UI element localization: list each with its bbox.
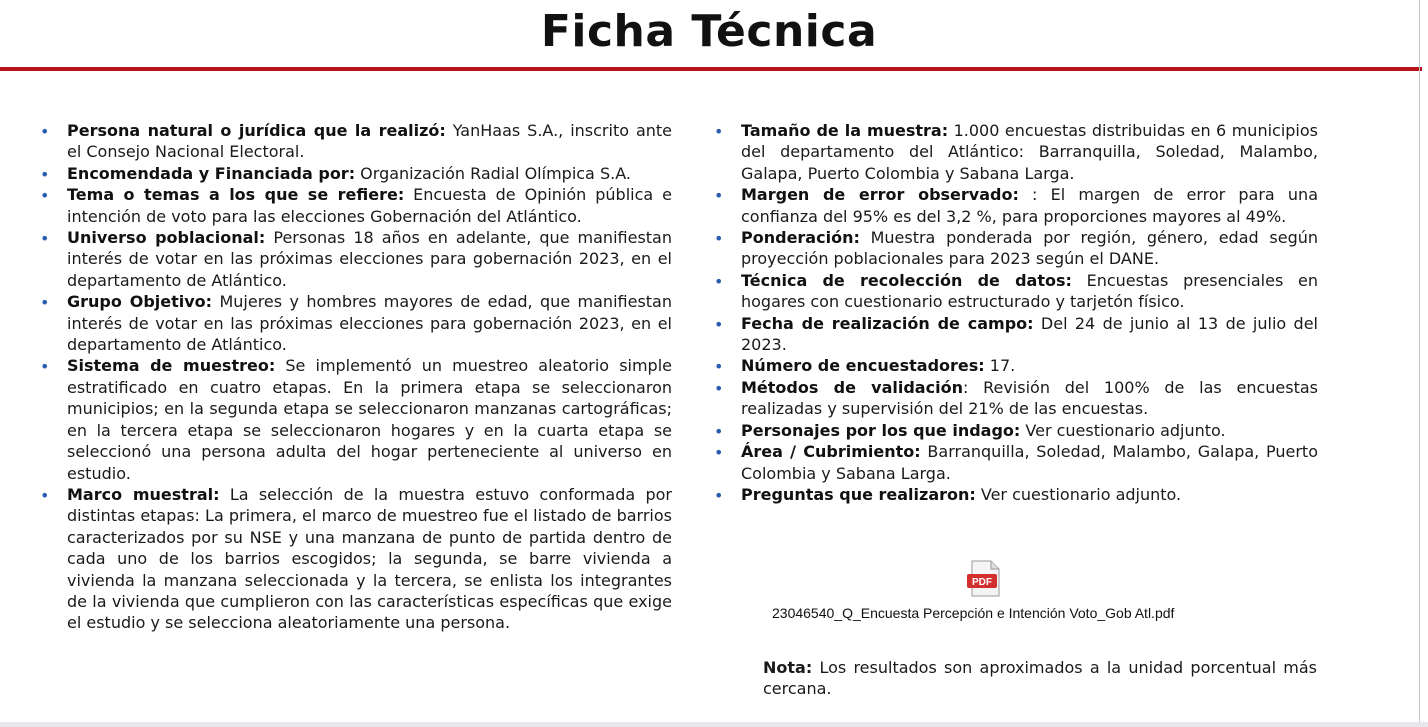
list-item	[714, 484, 1318, 505]
list-item	[714, 227, 1318, 270]
item-text: : Revisión del 100% de las encuestas realizadas y supervisión del 21% de las encuestas.	[741, 377, 1318, 419]
item-text: Barranquilla, Soledad, Malambo, Galapa, Puerto Colombia y Sabana Larga.	[741, 442, 1318, 483]
item-label: Área / Cubrimiento:	[741, 442, 921, 462]
list-item	[714, 270, 1318, 313]
item-label: Preguntas que realizaron:	[741, 484, 976, 504]
item-label: Número de encuestadores:	[741, 356, 985, 376]
item-text: Encuesta de Opinión pública e intención de voto para las elecciones Gobernación del Atlántico.	[67, 185, 673, 226]
list-item	[714, 441, 1318, 484]
page-title: Ficha Técnica	[540, 6, 878, 57]
list-item	[40, 184, 672, 227]
item-text: Mujeres y hombres mayores de edad, que manifiestan interés de votar en las próximas elecciones para gobernación 2023, en el departamento de Atlántico.	[67, 292, 672, 355]
list-item	[714, 420, 1318, 441]
item-label: Sistema de muestreo:	[67, 356, 276, 376]
item-text: Ver cuestionario adjunto.	[1020, 420, 1226, 440]
list-item	[714, 184, 1318, 227]
list-item	[40, 120, 672, 163]
right-bullet-list	[714, 120, 1318, 505]
bullet-icon: •	[714, 443, 724, 463]
list-item	[40, 484, 672, 634]
list-item	[40, 163, 672, 184]
item-text: Encuestas presenciales en hogares con cuestionario estructurado y tarjetón físico.	[741, 270, 1318, 312]
item-text: Ver cuestionario adjunto.	[975, 484, 1182, 504]
item-text: La selección de la muestra estuvo conformada por distintas etapas: La primera, el marco de muestreo fue el listado de barrios caracterizados por su NSE y una manzana de punto de partida dentro de cada uno de los barrios escogidos; la segunda, se barre vivienda a vivienda la manzana seleccionada y la tercera, se enlista los integrantes de la vivienda que cumplieron con las características específicas que exige el estudio y se selecciona aleatoriamente una persona.	[67, 484, 673, 633]
attachment-filename[interactable]: 23046540_Q_Encuesta Percepción e Intención Voto_Gob Atl.pdf	[772, 605, 1175, 621]
bullet-icon: •	[714, 314, 724, 334]
item-label: Tamaño de la muestra:	[741, 121, 949, 140]
item-text: Personas 18 años en adelante, que manifiestan interés de votar en las próximas elecciones para gobernación 2023, en el departamento de Atlántico.	[67, 228, 672, 290]
list-item	[40, 291, 672, 355]
left-bullet-list	[40, 120, 672, 634]
item-label: Tema o temas a los que se refiere:	[67, 185, 405, 205]
item-label: Encomendada y Financiada por:	[67, 163, 356, 183]
note-text: Los resultados son aproximados a la unidad porcentual más cercana.	[763, 658, 1317, 699]
item-text: Organización Radial Olímpica S.A.	[355, 163, 631, 183]
pdf-icon-label: PDF	[972, 577, 992, 588]
item-label: Fecha de realización de campo:	[741, 313, 1034, 333]
slide-edge	[1419, 0, 1420, 727]
note-label: Nota:	[763, 658, 813, 677]
item-label: Técnica de recolección de datos:	[741, 270, 1072, 290]
bullet-icon: •	[40, 293, 50, 313]
note	[763, 657, 1317, 700]
bullet-icon: •	[40, 122, 50, 141]
bottom-edge	[0, 722, 1428, 727]
bullet-icon: •	[714, 485, 724, 505]
bullet-icon: •	[40, 186, 50, 206]
item-label: Persona natural o jurídica que la realizó:	[67, 121, 446, 140]
bullet-icon: •	[714, 378, 724, 398]
list-item	[714, 377, 1318, 420]
pdf-file-icon[interactable]	[966, 560, 1002, 598]
list-item	[714, 313, 1318, 356]
right-column	[714, 120, 1318, 505]
item-text: Muestra ponderada por región, género, edad según proyección poblacionales para 2023 según el DANE.	[741, 228, 1318, 269]
item-text: : El margen de error para una confianza del 95% es del 3,2 %, para proporciones mayores al 49%.	[741, 185, 1318, 226]
bullet-icon: •	[40, 485, 50, 505]
list-item	[40, 355, 672, 483]
bullet-icon: •	[40, 164, 50, 184]
item-text: 1.000 encuestas distribuidas en 6 municipios del departamento del Atlántico: Barranquilla, Soledad, Malambo, Galapa, Puerto Colombia y Sabana Larga.	[741, 121, 1318, 183]
item-label: Métodos de validación	[741, 377, 963, 397]
list-item	[40, 227, 672, 291]
item-label: Marco muestral:	[67, 484, 220, 504]
bullet-icon: •	[714, 122, 724, 141]
list-item	[714, 355, 1318, 376]
left-column	[40, 120, 672, 634]
item-text: 17.	[984, 356, 1016, 376]
bullet-icon: •	[714, 229, 724, 249]
item-label: Universo poblacional:	[67, 228, 266, 248]
item-label: Ponderación:	[741, 228, 860, 248]
item-text: Se implementó un muestreo aleatorio simple estratificado en cuatro etapas. En la primera etapa se seleccionaron municipios; en la segunda etapa se seleccionaron manzanas cartográficas; en la tercera etapa se seleccionaron hogares y en la cuarta etapa se seleccionó una persona adulta del hogar perteneciente al universo en estudio.	[67, 356, 673, 483]
bullet-icon: •	[40, 229, 50, 249]
bullet-icon: •	[714, 186, 724, 206]
bullet-icon: •	[714, 271, 724, 291]
bullet-icon: •	[714, 421, 724, 441]
item-label: Margen de error observado:	[741, 185, 1019, 205]
item-label: Grupo Objetivo:	[67, 292, 213, 312]
item-text: YanHaas S.A., inscrito ante el Consejo Nacional Electoral.	[67, 121, 673, 162]
bullet-icon: •	[714, 357, 724, 377]
item-text: Del 24 de junio al 13 de julio del 2023.	[741, 313, 1318, 355]
bullet-icon: •	[40, 357, 50, 377]
title-divider	[0, 67, 1422, 71]
item-label: Personajes por los que indago:	[741, 420, 1021, 440]
list-item	[714, 120, 1318, 184]
